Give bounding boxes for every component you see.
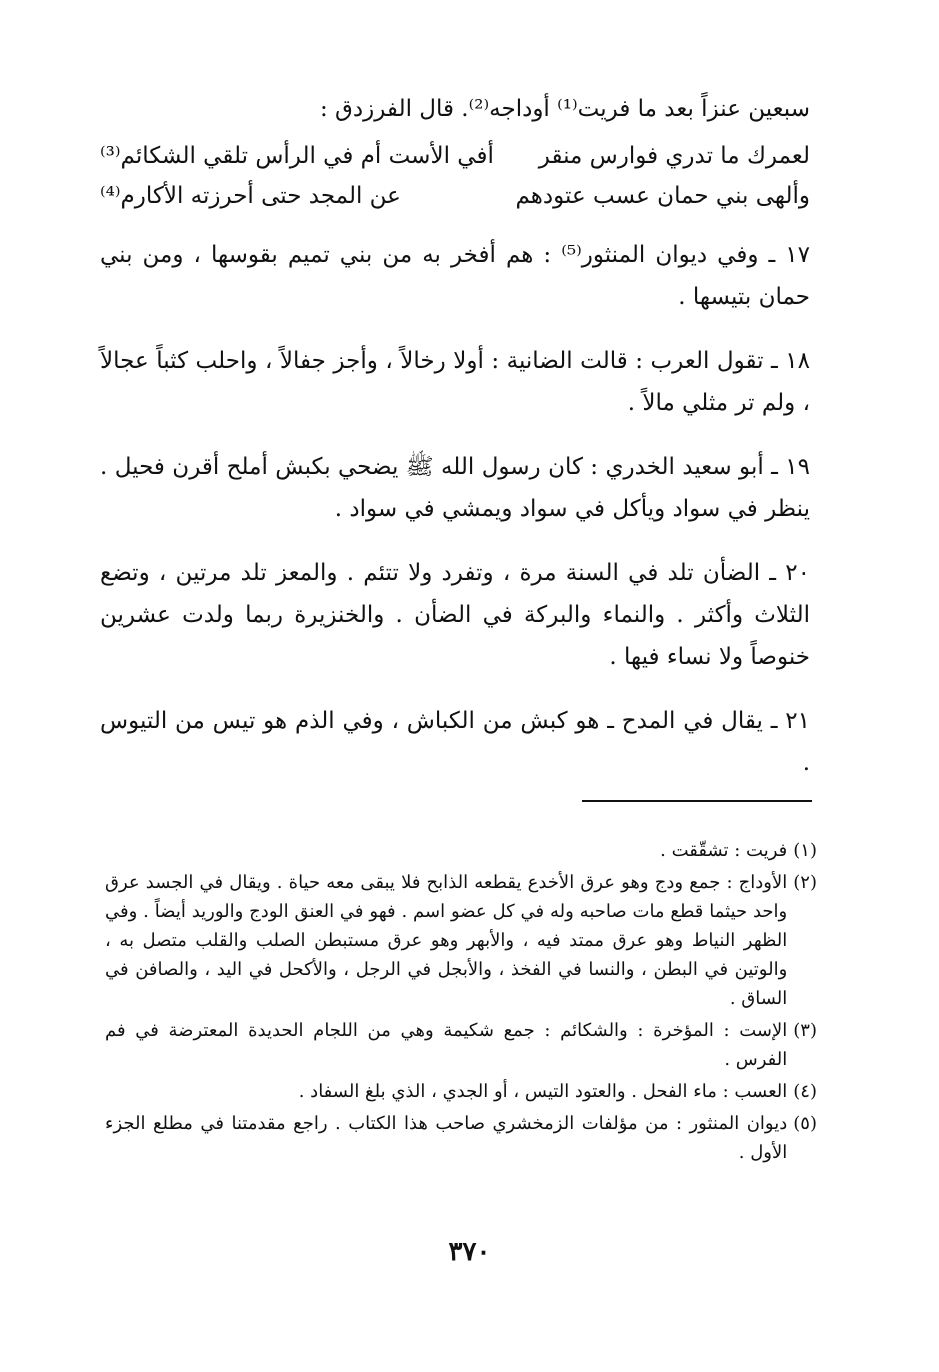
footnote-number: (٤) [793,1081,817,1102]
footnote-text: العسب : ماء الفحل . والعتود التيس ، أو الجدي ، الذي بلغ السفاد . [298,1081,788,1102]
footnote-4 [105,1077,817,1106]
footnote-1 [105,836,817,865]
verse-1-second-hemistich: أفي الأست أم في الرأس تلقي الشكائم⁽³⁾ [100,143,494,169]
footnote-2 [105,868,817,1013]
footnote-separator [582,800,812,802]
verse-1-first-hemistich: لعمرك ما تدري فوارس منقر [538,143,810,169]
verse-2-second-hemistich: عن المجد حتى أحرزته الأكارم⁽⁴⁾ [100,183,401,209]
footnote-text: ديوان المنثور : من مؤلفات الزمخشري صاحب هذا الكتاب . راجع مقدمتنا في مطلع الجزء الأول . [105,1113,788,1163]
footnote-number: (١) [793,840,817,861]
paragraph-20: ٢٠ ـ الضأن تلد في السنة مرة ، وتفرد ولا تتئم . والمعز تلد مرتين ، وتضع الثلاث وأكثر . والنماء والبركة في الضأن . والخنزيرة ربما ولدت عشرين خنوصاً ولا نساء فيها . [100,560,810,670]
footnote-text: الإست : المؤخرة : والشكائم : جمع شكيمة وهي من اللجام الحديدة المعترضة في فم الفرس . [105,1020,788,1070]
footnote-text: فريت : تشقّقت . [660,840,788,861]
footnote-number: (٣) [793,1020,817,1041]
verse-line-2 [100,176,810,216]
paragraph-19: ١٩ ـ أبو سعيد الخدري : كان رسول الله ﷺ يضحي بكبش أملح أقرن فحيل . ينظر في سواد ويأكل في سواد ويمشي في سواد . [100,454,810,522]
footnote-number: (٢) [793,872,817,893]
main-text [100,88,810,806]
paragraph-18: ١٨ ـ تقول العرب : قالت الضانية : أولا رخالاً ، وأجز جفالاً ، واحلب كثباً عجالاً ، ولم تر مثلي مالاً . [100,348,810,416]
footnote-text: الأوداج : جمع ودج وهو عرق الأخدع يقطعه الذابح فلا يبقى معه حياة . ويقال في الجسد عرق واحد حيثما قطع مات صاحبه وله في كل عضو اسم . فهو في العنق الودج والوريد أيضاً . وفي الظهر النياط وهو عرق ممتد فيه ، والأبهر وهو عرق مستبطن الصلب والقلب متصل به ، والوتين في البطن ، والنسا في الفخذ ، والأبجل في الرجل ، والأكحل في اليد ، والصافن في الساق . [105,872,788,1009]
footnote-5 [105,1109,817,1167]
footnote-3 [105,1016,817,1074]
page-number: ٣٧٠ [448,1237,491,1267]
poem-verses [100,136,810,216]
footnote-number: (٥) [793,1113,817,1134]
verse-line-1 [100,136,810,176]
intro-paragraph: سبعين عنزاً بعد ما فريت⁽¹⁾ أوداجه⁽²⁾. قال الفرزدق : [319,96,810,122]
paragraph-21: ٢١ ـ يقال في المدح ـ هو كبش من الكباش ، وفي الذم هو تيس من التيوس . [100,708,810,776]
paragraph-17: ١٧ ـ وفي ديوان المنثور⁽⁵⁾ : هم أفخر به من بني تميم بقوسها ، ومن بني حمان بتيسها . [100,242,810,310]
verse-2-first-hemistich: وألهى بني حمان عسب عتودهم [515,183,810,209]
footnotes [105,836,817,1170]
